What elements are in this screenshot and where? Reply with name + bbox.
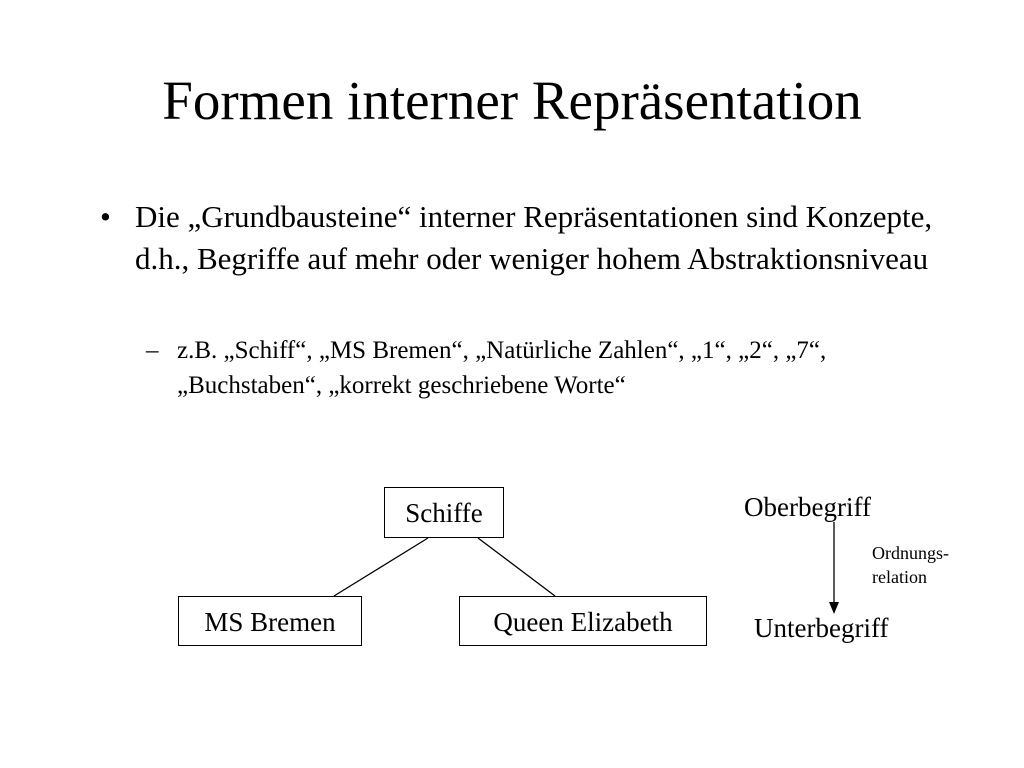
relation-label-line1: Ordnungs- bbox=[872, 543, 949, 563]
concept-node-left-label: MS Bremen bbox=[204, 607, 336, 637]
sub-bullet-text: z.B. „Schiff“, „MS Bremen“, „Natürliche Zahlen“, „1“, „2“, „7“, „Buchstaben“, „korrekt geschriebene Worte“ bbox=[177, 337, 827, 399]
lower-concept-label: Unterbegriff bbox=[754, 613, 889, 643]
concept-node-root-label: Schiffe bbox=[405, 498, 483, 528]
sub-bullet-marker: – bbox=[146, 337, 159, 364]
relation-label-line2: relation bbox=[872, 567, 927, 587]
connector-root-right bbox=[478, 538, 555, 596]
upper-concept-label: Oberbegriff bbox=[744, 492, 871, 522]
slide-title: Formen interner Repräsentation bbox=[162, 70, 862, 131]
concept-node-right bbox=[459, 596, 707, 646]
concept-node-right-label: Queen Elizabeth bbox=[493, 607, 673, 637]
bullet-text: Die „Grundbausteine“ interner Repräsentationen sind Konzepte, d.h., Begriffe auf mehr oder weniger hohem Abstraktionsniveau bbox=[135, 199, 933, 276]
bullet-marker: • bbox=[100, 199, 111, 234]
concept-node-left bbox=[178, 596, 362, 646]
concept-node-root bbox=[384, 487, 504, 538]
connector-root-left bbox=[334, 538, 428, 596]
